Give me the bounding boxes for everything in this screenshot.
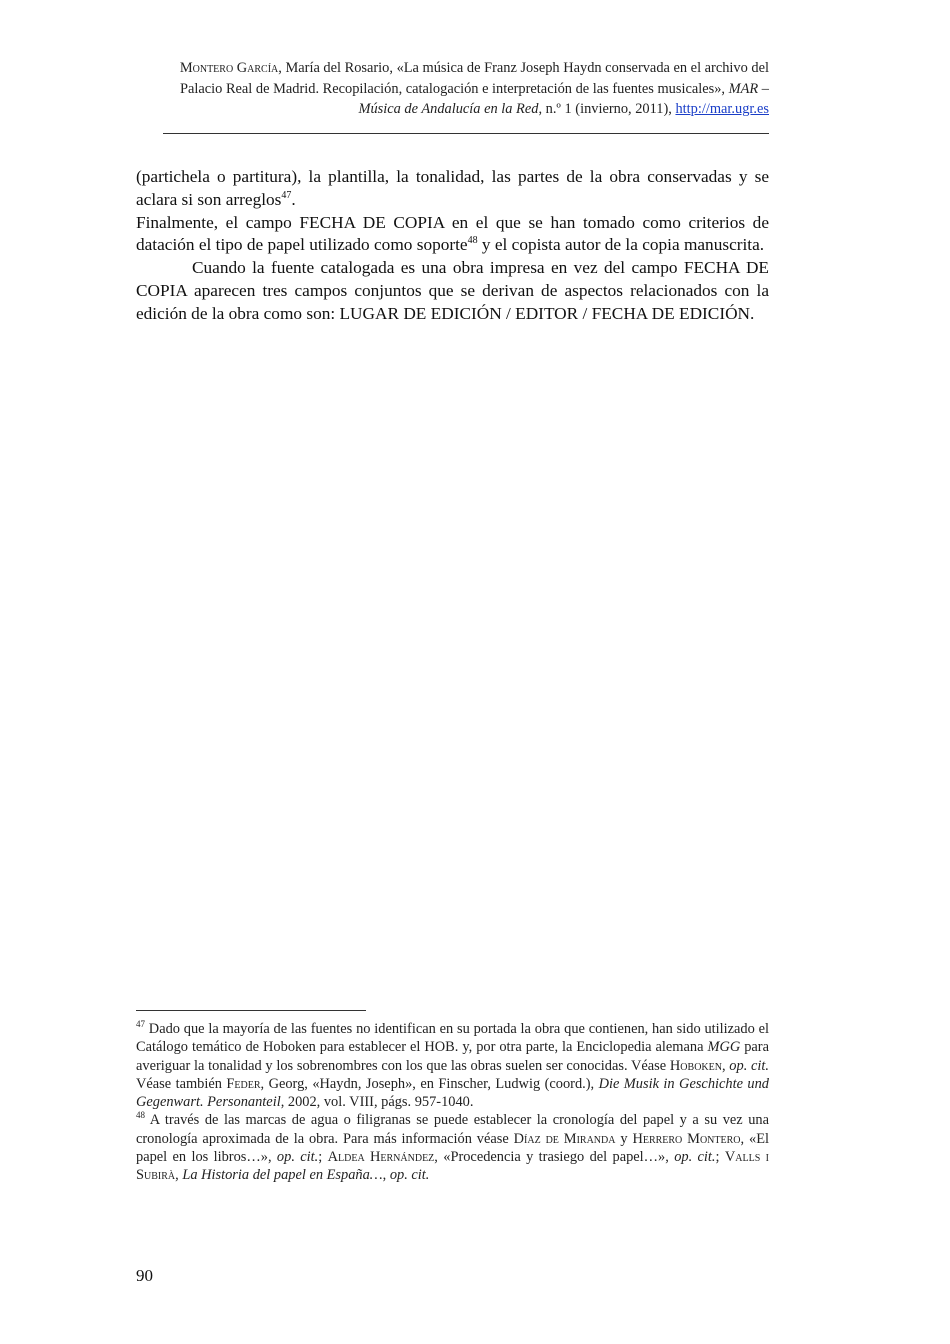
footnote-48 (136, 1111, 769, 1184)
footnote-47-text-2: para averiguar la tonalidad y los sobrenombres con los que las obras suelen ser conocidas. Véase (136, 1039, 769, 1074)
header-citation: , María del Rosario, «La música de Franz Joseph Haydn conservada en el archivo del Palacio Real de Madrid. Recopilación, catalogación e interpretación de las fuentes musicales», (179, 60, 769, 97)
header-author: Montero García (179, 60, 279, 76)
footnote-48-text-7: , (175, 1167, 183, 1184)
footnote-48-text-8: , (382, 1167, 390, 1184)
paragraph-1-end: . (291, 189, 296, 209)
footnote-48-historia-title: La Historia del papel en España… (182, 1167, 383, 1184)
footnote-47-text-1: Dado que la mayoría de las fuentes no identifican en su portada la obra que contienen, han sido utilizado el Catálogo temático de Hoboken para establecer el HOB. y, por otra parte, la Enciclopedia alemana (136, 1021, 769, 1056)
footnote-48-text-6: ; (715, 1149, 725, 1166)
footnotes (136, 1020, 769, 1185)
header-issue: , n.º 1 (invierno, 2011), (538, 101, 676, 117)
paragraph-1-text: (partichela o partitura), la plantilla, la tonalidad, las partes de la obra conservadas y se aclara si son arreglos (136, 167, 769, 209)
paragraph-2-text-a: Finalmente, el campo FECHA DE COPIA en el que se han tomado como criterios de datación el tipo de papel utilizado como soporte (136, 212, 769, 255)
footnote-ref-47[interactable]: 47 (281, 190, 292, 202)
footnote-47-feder: Feder (226, 1075, 261, 1092)
footnote-48-aldea: Aldea Hernández (327, 1149, 435, 1166)
footnote-48-text-5: , «Procedencia y trasiego del papel…», (434, 1149, 675, 1166)
footnote-divider (136, 1010, 366, 1011)
footnote-48-text-3: , «El papel en los libros…», (136, 1130, 769, 1166)
footnote-48-opcit-3: op. cit. (389, 1167, 430, 1184)
paragraph-2-text-b: y el copista autor de la copia manuscrita. (477, 235, 765, 255)
running-header (160, 58, 769, 120)
main-text (136, 166, 769, 326)
footnote-48-diaz: Díaz de Miranda (513, 1130, 616, 1147)
footnote-47-text-6: , 2002, vol. VIII, págs. 957-1040. (280, 1094, 474, 1111)
footnote-48-herrero: Herrero Montero (632, 1130, 741, 1147)
paragraph-2 (136, 212, 769, 258)
paragraph-3: Cuando la fuente catalogada es una obra impresa en vez del campo FECHA DE COPIA aparecen tres campos conjuntos que se derivan de aspectos relacionados con la edición de la obra como son: LUGAR DE EDICIÓN / EDITOR / FECHA DE EDICIÓN. (136, 258, 769, 323)
footnote-47-work-title: Die Musik in Geschichte und Gegenwart. Personanteil (136, 1075, 770, 1111)
footnote-47 (136, 1020, 769, 1111)
footnote-48-text-1: A través de las marcas de agua o filigranas se puede establecer la cronología del papel y a su vez una cronología aproximada de la obra. Para más información véase (136, 1112, 769, 1147)
footnote-48-number: 48 (136, 1110, 145, 1121)
footnote-48-opcit-1: op. cit. (276, 1149, 319, 1166)
footnote-ref-48[interactable]: 48 (467, 235, 478, 247)
footnote-47-text-5: , Georg, «Haydn, Joseph», en Finscher, Ludwig (coord.), (260, 1075, 599, 1092)
footnote-47-mgg: MGG (707, 1039, 741, 1056)
footnote-47-text-3: , (721, 1057, 730, 1074)
page-number: 90 (136, 1266, 153, 1285)
footnote-47-number: 47 (136, 1019, 145, 1030)
footnote-47-hoboken: Hoboken (669, 1057, 722, 1074)
footnote-47-text-4: Véase también (136, 1075, 227, 1092)
footnote-48-text-4: ; (318, 1149, 328, 1166)
footnote-48-text-2: y (615, 1130, 633, 1147)
header-url-link[interactable]: http://mar.ugr.es (675, 101, 769, 117)
footnote-47-opcit: op. cit. (729, 1057, 769, 1074)
footnote-48-opcit-2: op. cit. (674, 1149, 716, 1166)
header-divider (163, 133, 769, 134)
footnote-48-valls: Valls i Subirà (136, 1149, 769, 1184)
header-journal: MAR – Música de Andalucía en la Red (358, 80, 769, 117)
paragraph-1 (136, 166, 769, 212)
